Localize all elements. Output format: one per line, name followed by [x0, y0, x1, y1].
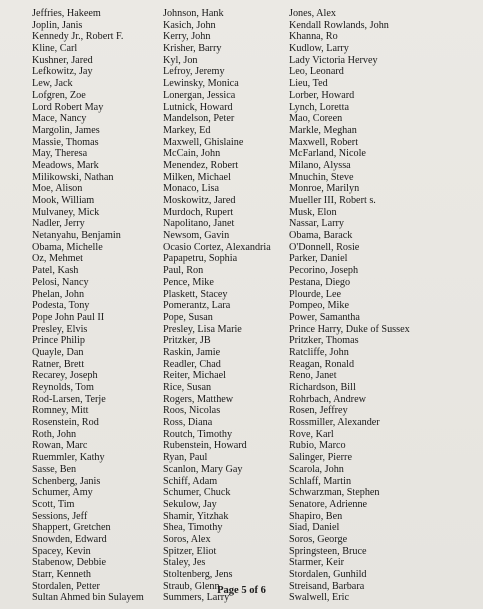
name-entry: Stoltenberg, Jens	[163, 569, 233, 580]
name-entry: Patel, Kash	[32, 265, 79, 277]
name-column-3	[289, 8, 410, 604]
name-entry: Reynolds, Tom	[32, 382, 94, 393]
name-entry: Mook, William	[32, 195, 95, 206]
name-entry: Presley, Lisa Marie	[163, 323, 242, 335]
name-entry: Mnuchin, Steve	[289, 171, 354, 183]
name-entry: Power, Samantha	[289, 311, 360, 323]
name-entry: Maxwell, Ghislaine	[163, 136, 244, 148]
name-entry: Streisand, Barbara	[289, 580, 365, 592]
name-entry: Pompeo, Mike	[289, 300, 349, 312]
name-entry: Summers, Larry	[163, 592, 230, 604]
name-entry: Scanlon, Mary Gay	[163, 463, 243, 475]
name-column-1	[32, 8, 144, 604]
name-entry: Margolin, James	[32, 124, 100, 136]
name-entry: Johnson, Hank	[163, 8, 224, 19]
name-entry: Starr, Kenneth	[32, 569, 92, 580]
name-entry: Lord Robert May	[32, 101, 104, 113]
name-entry: Krisher, Barry	[163, 43, 222, 55]
name-entry: Mace, Nancy	[32, 113, 87, 125]
name-entry: Menendez, Robert	[163, 159, 239, 171]
name-entry: Pestana, Diego	[289, 276, 351, 288]
name-entry: McFarland, Nicole	[289, 148, 366, 160]
name-entry: Rosen, Jeffrey	[289, 405, 348, 417]
name-entry: Senatore, Adrienne	[289, 498, 368, 510]
name-entry: Ratcliffe, John	[289, 346, 349, 358]
name-entry: Recarey, Joseph	[32, 370, 98, 382]
name-entry: Milken, Michael	[163, 171, 231, 183]
name-entry: Obama, Barack	[289, 230, 353, 242]
name-entry: Kudlow, Larry	[289, 43, 349, 55]
name-entry: Shappert, Gretchen	[32, 522, 111, 534]
name-entry: Jeffries, Hakeem	[32, 8, 101, 19]
name-entry: Milikowski, Nathan	[32, 171, 114, 183]
name-entry: Stordalen, Petter	[32, 580, 100, 592]
name-entry: Khanna, Ro	[289, 31, 338, 43]
name-entry: Netanyahu, Benjamin	[32, 230, 121, 242]
name-entry: Rowan, Marc	[32, 440, 88, 452]
name-entry: Pomerantz, Lara	[163, 300, 231, 312]
name-entry: Pritzker, JB	[163, 335, 211, 347]
name-entry: Rubenstein, Howard	[163, 440, 247, 452]
name-entry: Shamir, Yitzhak	[163, 510, 229, 522]
name-entry: Schumer, Chuck	[163, 487, 231, 499]
name-entry: Podesta, Tony	[32, 300, 90, 312]
name-entry: Kerry, John	[163, 31, 211, 43]
name-entry: Kendall Rowlands, John	[289, 19, 389, 31]
name-entry: Richardson, Bill	[289, 382, 356, 393]
name-entry: Pope John Paul II	[32, 311, 105, 323]
name-entry: Mandelson, Peter	[163, 113, 235, 125]
name-entry: O'Donnell, Rosie	[289, 241, 360, 253]
name-entry: Jones, Alex	[289, 8, 336, 19]
name-entry: Rod-Larsen, Terje	[32, 393, 106, 405]
name-entry: Rove, Karl	[289, 428, 334, 440]
name-entry: Nassar, Larry	[289, 218, 345, 230]
name-entry: Scarola, John	[289, 463, 344, 475]
name-entry: Presley, Elvis	[32, 323, 88, 335]
name-entry: Pope, Susan	[163, 311, 213, 323]
name-entry: Rubio, Marco	[289, 440, 346, 452]
name-entry: Murdoch, Rupert	[163, 206, 234, 218]
name-entry: Kasich, John	[163, 19, 216, 31]
name-entry: Quayle, Dan	[32, 346, 84, 358]
name-entry: Mueller III, Robert s.	[289, 195, 376, 206]
name-entry: Phelan, John	[32, 288, 85, 300]
name-entry: Starmer, Keir	[289, 557, 345, 569]
name-entry: Lew, Jack	[32, 78, 73, 90]
name-entry: Schumer, Amy	[32, 487, 93, 499]
name-entry: Moe, Alison	[32, 183, 83, 195]
name-entry: Paul, Ron	[163, 265, 204, 277]
name-entry: Pence, Mike	[163, 276, 214, 288]
name-entry: Schlaff, Martin	[289, 475, 352, 487]
name-entry: Reno, Janet	[289, 370, 337, 382]
name-entry: Lonergan, Jessica	[163, 89, 236, 101]
name-entry: Monaco, Lisa	[163, 183, 220, 195]
name-entry: Reagan, Ronald	[289, 358, 355, 370]
name-entry: Monroe, Marilyn	[289, 183, 360, 195]
name-entry: Kyl, Jon	[163, 54, 198, 66]
name-entry: Markey, Ed	[163, 124, 211, 136]
name-entry: Lieu, Ted	[289, 78, 328, 90]
name-entry: Reiter, Michael	[163, 370, 226, 382]
name-entry: Lady Victoria Hervey	[289, 54, 378, 66]
name-entry: Sultan Ahmed bin Sulayem	[32, 592, 144, 604]
name-entry: Lefkowitz, Jay	[32, 66, 93, 78]
name-entry: Swalwell, Eric	[289, 592, 349, 604]
name-entry: Staley, Jes	[163, 557, 206, 569]
name-entry: Spitzer, Eliot	[163, 545, 217, 557]
name-entry: Scott, Tim	[32, 498, 75, 510]
name-entry: Lefroy, Jeremy	[163, 66, 225, 78]
name-entry: Rosenstein, Rod	[32, 417, 99, 429]
name-entry: Papapetru, Sophia	[163, 253, 238, 265]
name-entry: Stabenow, Debbie	[32, 557, 107, 569]
name-entry: Milano, Alyssa	[289, 159, 351, 171]
name-entry: Plourde, Lee	[289, 288, 342, 300]
name-entry: Soros, Alex	[163, 533, 211, 545]
name-entry: Shapiro, Ben	[289, 510, 343, 522]
name-entry: Schwarzman, Stephen	[289, 487, 380, 499]
name-entry: Obama, Michelle	[32, 241, 103, 253]
name-entry: Plaskett, Stacey	[163, 288, 228, 300]
name-entry: Spacey, Kevin	[32, 545, 91, 557]
name-entry: Pritzker, Thomas	[289, 335, 359, 347]
name-entry: Joplin, Janis	[32, 19, 83, 31]
name-entry: Pelosi, Nancy	[32, 276, 89, 288]
name-entry: Rohrbach, Andrew	[289, 393, 366, 405]
name-entry: Kushner, Jared	[32, 54, 93, 66]
name-entry: Ruemmler, Kathy	[32, 452, 105, 464]
name-entry: Siad, Daniel	[289, 522, 340, 534]
name-entry: Prince Harry, Duke of Sussex	[289, 323, 410, 335]
name-entry: Maxwell, Robert	[289, 136, 359, 148]
name-entry: Lewinsky, Monica	[163, 78, 239, 90]
name-entry: Stordalen, Gunhild	[289, 569, 367, 580]
name-entry: Kline, Carl	[32, 43, 78, 55]
name-entry: Romney, Mitt	[32, 405, 89, 417]
name-entry: Ryan, Paul	[163, 452, 208, 464]
name-entry: Rossmiller, Alexander	[289, 417, 380, 429]
name-entry: Roos, Nicolas	[163, 405, 221, 417]
name-entry: Lynch, Loretta	[289, 101, 349, 113]
name-entry: Meadows, Mark	[32, 159, 99, 171]
name-entry: Springsteen, Bruce	[289, 545, 367, 557]
name-entry: Massie, Thomas	[32, 136, 99, 148]
name-entry: Sekulow, Jay	[163, 498, 217, 510]
name-entry: Lutnick, Howard	[163, 101, 233, 113]
name-entry: Parker, Daniel	[289, 253, 348, 265]
name-entry: Straub, Glenn	[163, 580, 220, 592]
name-entry: Newsom, Gavin	[163, 230, 230, 242]
name-entry: Musk, Elon	[289, 206, 337, 218]
name-entry: Routch, Timothy	[163, 428, 233, 440]
name-entry: Markle, Meghan	[289, 124, 357, 136]
name-entry: Snowden, Edward	[32, 533, 107, 545]
name-entry: Ratner, Brett	[32, 358, 85, 370]
name-entry: Raskin, Jamie	[163, 346, 221, 358]
name-entry: Mao, Coreen	[289, 113, 343, 125]
name-entry: Oz, Mehmet	[32, 253, 83, 265]
name-entry: McCain, John	[163, 148, 221, 160]
name-entry: Sasse, Ben	[32, 463, 77, 475]
page-number: Page 5 of 6	[217, 585, 266, 596]
name-entry: Salinger, Pierre	[289, 452, 352, 464]
name-entry: Pecorino, Joseph	[289, 265, 359, 277]
name-entry: Prince Philip	[32, 335, 85, 347]
name-entry: Schiff, Adam	[163, 475, 218, 487]
name-entry: Ocasio Cortez, Alexandria	[163, 241, 271, 253]
name-entry: May, Theresa	[32, 148, 88, 160]
name-entry: Readler, Chad	[163, 358, 221, 370]
name-entry: Shea, Timothy	[163, 522, 223, 534]
name-entry: Roth, John	[32, 428, 77, 440]
name-entry: Moskowitz, Jared	[163, 195, 236, 206]
name-entry: Kennedy Jr., Robert F.	[32, 31, 124, 43]
name-entry: Ross, Diana	[163, 417, 213, 429]
name-entry: Mulvaney, Mick	[32, 206, 100, 218]
name-column-2	[163, 8, 271, 604]
name-entry: Lorber, Howard	[289, 89, 355, 101]
name-entry: Schenberg, Janis	[32, 475, 101, 487]
name-entry: Soros, George	[289, 533, 348, 545]
name-entry: Napolitano, Janet	[163, 218, 235, 230]
name-entry: Rice, Susan	[163, 382, 212, 393]
name-entry: Rogers, Matthew	[163, 393, 234, 405]
name-entry: Nadler, Jerry	[32, 218, 85, 230]
name-entry: Lofgren, Zoe	[32, 89, 86, 101]
name-entry: Leo, Leonard	[289, 66, 344, 78]
name-entry: Sessions, Jeff	[32, 510, 88, 522]
